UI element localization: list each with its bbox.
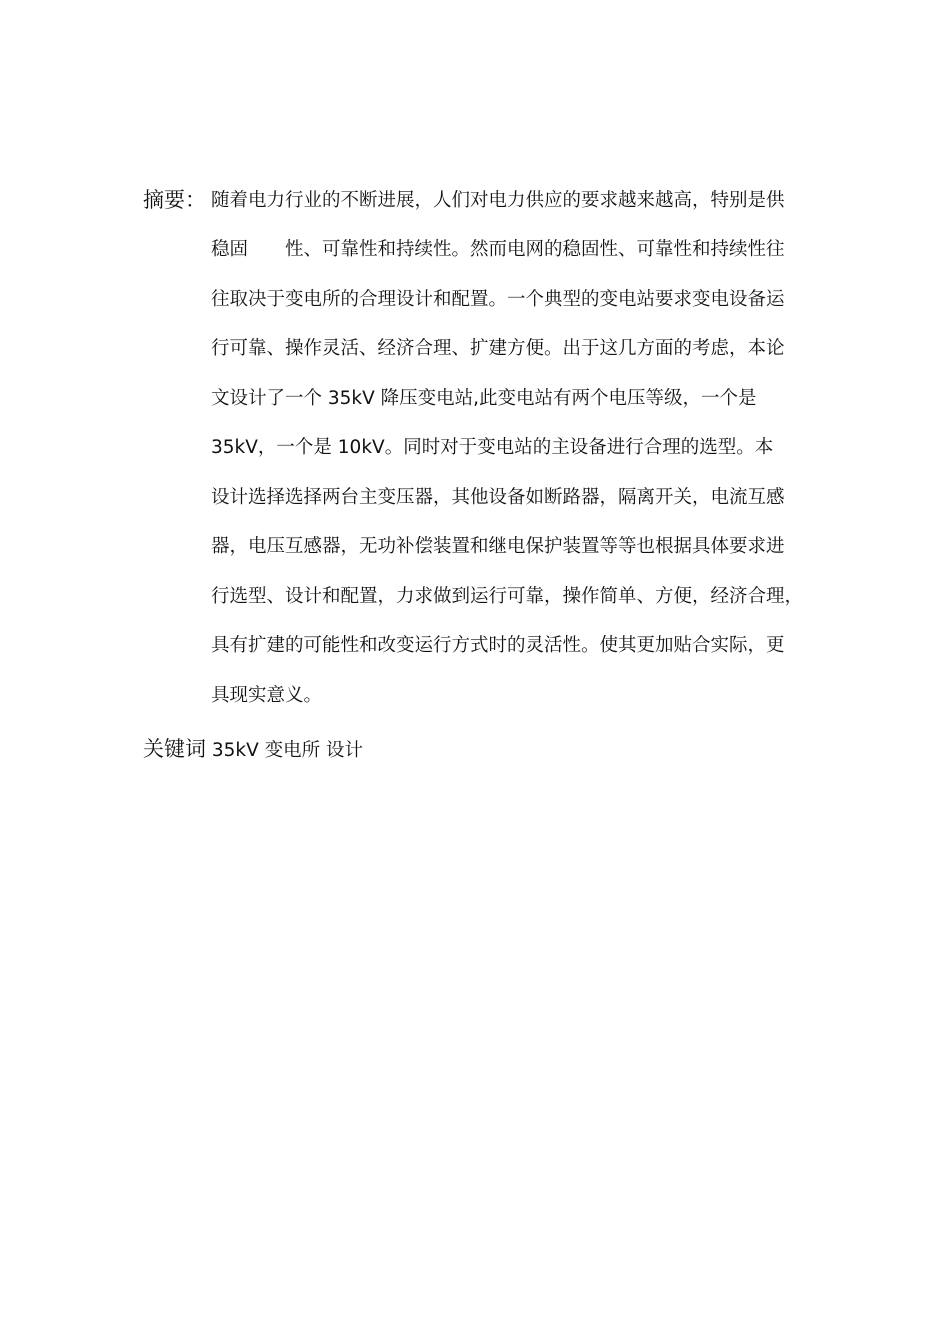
abstract-line: 往取决于变电所的合理设计和配置。一个典型的变电站要求变电设备运 [211, 289, 785, 310]
abstract-line: 具有扩建的可能性和改变运行方式时的灵活性。使其更加贴合实际，更 [211, 635, 785, 656]
keywords-line [143, 734, 363, 766]
abstract-line: 35kV，一个是 10kV。同时对于变电站的主设备进行合理的选型。本 [211, 437, 774, 458]
abstract-line: 行选型、设计和配置，力求做到运行可靠，操作简单、方便，经济合理， [211, 586, 804, 607]
abstract-line: 稳固 性、可靠性和持续性。然而电网的稳固性、可靠性和持续性往 [211, 239, 785, 260]
abstract-line: 随着电力行业的不断进展，人们对电力供应的要求越来越高，特别是供 [211, 190, 785, 211]
abstract-line: 器，电压互感器，无功补偿装置和继电保护装置等等也根据具体要求进 [211, 536, 785, 557]
abstract-line: 行可靠、操作灵活、经济合理、扩建方便。出于这几方面的考虑，本论 [211, 338, 785, 359]
keywords-value: 35kV 变电所 设计 [206, 740, 364, 761]
abstract-line: 具现实意义。 [211, 685, 323, 706]
abstract-label: 摘要： [143, 188, 206, 212]
abstract-line: 设计选择选择两台主变压器，其他设备如断路器，隔离开关，电流互感 [211, 487, 785, 508]
abstract-line: 文设计了一个 35kV 降压变电站,此变电站有两个电压等级，一个是 [211, 388, 757, 409]
keywords-label: 关键词 [143, 737, 206, 761]
